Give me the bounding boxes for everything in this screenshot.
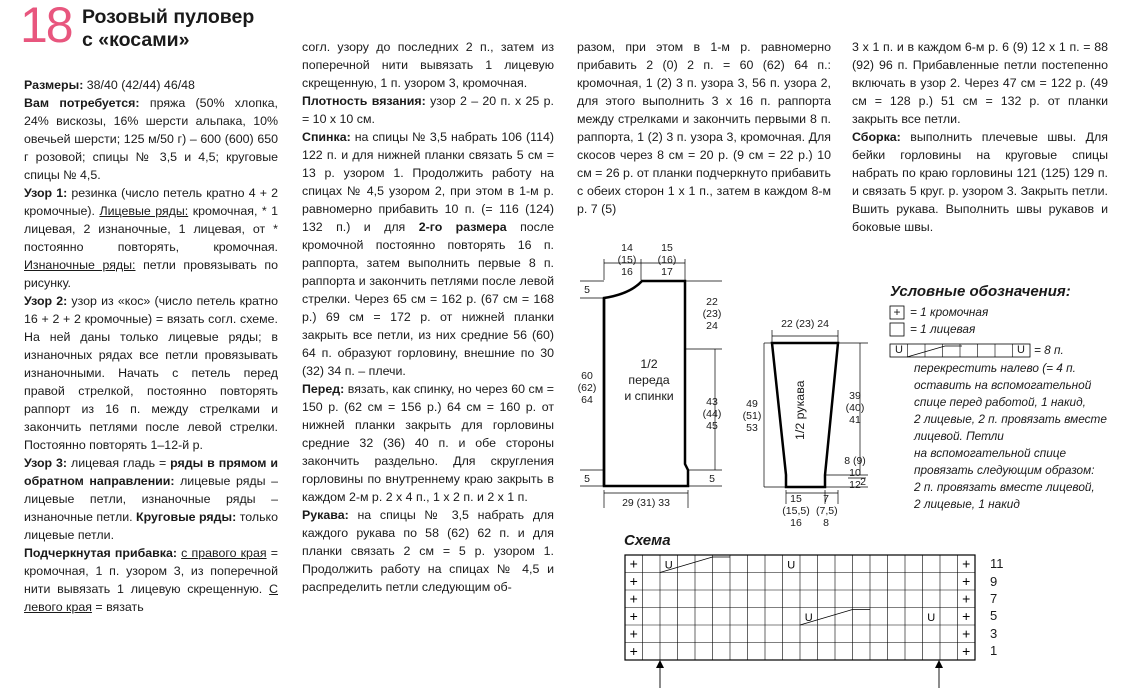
chart-edge-stitch: + (962, 643, 971, 659)
chart-edge-stitch: + (962, 625, 971, 642)
legend-cable-symbol (890, 344, 1030, 357)
paragraph-pattern3: Узор 3: лицевая гладь = ряды в прямом и обратном направлении: лицевые ряды – лицевые петли, изнаночные ряды – изнаночные петли. Круговые ряды: только лицевые петли. (24, 456, 278, 542)
chart-edge-stitch: + (962, 608, 971, 624)
chart-yarn-over: U (804, 612, 813, 624)
chart-edge-stitch: + (962, 590, 971, 607)
row-number: 3 (990, 626, 998, 641)
paragraph-increase: Подчеркнутая прибавка: с правого края = кромочная, 1 п. узором 3, из поперечной нити вывязать 1 лицевую скрещенную. С левого края = вязать (24, 546, 278, 614)
paragraph-sizes: Размеры: 38/40 (42/44) 46/48 (24, 78, 195, 92)
chart-title: Схема (624, 532, 671, 549)
chart-edge-stitch: + (629, 590, 638, 607)
paragraph-materials: Вам потребуется: пряжа (50% хлопка, 24% вискозы, 16% шерсти альпака, 10% овечьей шерсти; 125 м/50 г) – 600 (600) 650 г розовой; спицы № 3,5 и 4,5; круговые спицы № 4,5. (24, 96, 279, 182)
dim-neck-depth: 5 (584, 284, 590, 296)
paragraph-sleeves-end: 3 х 1 п. и в каждом 6-м р. 6 (9) 12 х 1 п. = 88 (92) 96 п. Прибавленные петли постепенно включать в узор 2. Через 47 см = 122 р. (49 см = 128 р.) 51 см = 132 р. от планки закрыть все петли. (852, 40, 1108, 126)
legend-title: Условные обозначения: (890, 283, 1071, 300)
paragraph-pattern2: Узор 2: узор из «кос» (число петель кратно 16 + 2 + 2 кромочные) = вязать согл. схеме. На ней даны только лицевые ряды; в изнаночных рядах все петли провязывать изнаночными. Начать с петель перед правой стрелкой, постоянно повторять раппорт из 16 п. между стрелками и закончить петлями после левой стрелки. Постоянно повторять 1–12-й р. (24, 294, 278, 452)
chart-edge-stitch: + (962, 573, 971, 589)
dim-armhole: 22 (23) 24 (702, 296, 722, 332)
dim-shoulder: 15 (16) 17 (657, 242, 677, 278)
title-line-2: с «косами» (82, 29, 190, 51)
dim-neck: 14 (15) 16 (617, 242, 637, 278)
pattern-number: 18 (20, 0, 72, 53)
chart-edge-stitch: + (962, 555, 971, 572)
sleeve-label: 1/2 рукава (793, 380, 807, 440)
row-number: 9 (990, 574, 998, 589)
legend-cable: = 8 п. (1034, 343, 1064, 357)
legend-box-knit (890, 323, 904, 336)
paragraph-back: Спинка: на спицы № 3,5 набрать 106 (114) 122 п. и для нижней планки связать 5 см = 13 р. узором 1. Продолжить работу на спицах № 4,5 узором 2, при этом в 1-м р. равномерно прибавить 10 п. (= 116 (124) 132 п.) и для 2-го размера после кромочной постоянно повторять 16 п. раппорта, затем выполнить первые 8 п. раппорта и закончить петлями после левой стрелки. Через 65 см = 162 р. (67 см = 168 р.) 69 см = 172 р. от нижней планки закрыть все петли, из них средние 56 (60) 64 п. образуют горловину, внешние по 30 (32) 34 п. – плечи. (302, 130, 554, 378)
row-number: 1 (990, 643, 998, 658)
chart-edge-stitch: + (629, 643, 638, 659)
paragraph-sleeves: Рукава: на спицы № 3,5 набрать для каждого рукава по 58 (62) 62 п. и для планки связать 2 см = 5 р. узором 1. Продолжить работу на спицах № 4,5 и распределить петли следующим об- (302, 508, 554, 594)
dim-total-length: 60 (62) 64 (577, 370, 597, 406)
paragraph-assembly: Сборка: выполнить плечевые швы. Для бейки горловины на круговые спицы набрать по краю горловины 121 (125) 129 п. и связать 5 круг. р. узором 3. Закрыть петли. Вшить рукава. Выполнить швы рукавов и боковые швы. (852, 130, 1108, 234)
paragraph-front: Перед: вязать, как спинку, но через 60 см = 150 р. (62 см = 156 р.) 64 см = 160 р. от нижней планки закрыть для горловины средние 32 (36) 40 п. и обе стороны закончить раздельно. Для скругления горловины по внутреннему краю закрыть в каждом 2-м р. 2 х 4 п., 1 х 2 п. и 2 х 1 п. (302, 382, 554, 504)
yarn-over-icon: U (1017, 344, 1025, 356)
dim-band-left: 5 (584, 473, 590, 485)
title-line-1: Розовый пуловер (82, 6, 255, 28)
legend-cable-description: перекрестить налево (= 4 п. оставить на вспомогательной спице перед работой, 1 накид, 2 лицевые, 2 п. провязать вместе лицевой. Петли на вспомогательной спице провязать следующим образом: 2 п. провязать вместе лицевой, 2 лицевые, 1 накид (914, 361, 1107, 511)
chart-yarn-over: U (787, 559, 796, 572)
paragraph-sleeves-cont: разом, при этом в 1-м р. равномерно прибавить 2 (0) 2 п. = 60 (62) 64 п.: кромочная, 1 (2) 3 п. узора 3, 56 п. узора 2, для этого выполнить 3 х 16 п. раппорта между стрелками и закончить первыми 8 п. раппорта, 1 (2) 3 п. узора 3, кромочная. Для скосов через 8 см = 20 р. (9 см = 22 р.) 10 см = 26 р. от планки подчеркнуто прибавить с обеих сторон 1 х 1 п., затем в каждом 8-м р. 7 (5) (577, 40, 832, 216)
dim-side-length: 43 (44) 45 (702, 396, 722, 432)
dim-band-right: 5 (709, 473, 715, 485)
chart-edge-stitch: + (629, 608, 638, 624)
plus-icon: + (893, 305, 901, 319)
row-number: 11 (990, 556, 1004, 571)
chart-edge-stitch: + (629, 555, 638, 572)
arrow-head (935, 660, 943, 668)
dim-sleeve-side: 39 (40) 41 (845, 390, 865, 426)
dim-sleeve-length: 49 (51) 53 (742, 398, 762, 434)
chart-edge-stitch: + (629, 573, 638, 589)
body-label: 1/2 переда и спинки (624, 357, 674, 403)
paragraph-gauge: Плотность вязания: узор 2 – 20 п. х 25 р. = 10 х 10 см. (302, 94, 554, 126)
chart-yarn-over: U (664, 559, 673, 572)
dim-sleeve-top: 22 (23) 24 (781, 318, 829, 330)
dim-sleeve-bottom: 15 (15,5) 16 (782, 493, 810, 529)
dim-cuff-height: 2 (860, 476, 866, 488)
legend-knit: = 1 лицевая (910, 322, 976, 336)
knitting-chart-grid (625, 555, 975, 660)
dim-width: 29 (31) 33 (622, 497, 670, 509)
row-number: 5 (990, 608, 998, 623)
legend-edge: = 1 кромочная (910, 305, 989, 319)
arrow-head (656, 660, 664, 668)
dim-cuff-width: 8 (9) 10 12 (844, 455, 866, 491)
row-number: 7 (990, 591, 998, 606)
chart-yarn-over: U (927, 612, 936, 624)
paragraph-pattern1: Узор 1: резинка (число петель кратно 4 + 2 кромочные). Лицевые ряды: кромочная, * 1 лицевая, 2 изнаночные, 1 лицевая, от * постоянно повторять, кромочная. Изнаночные ряды: петли провязывать по рисунку. (24, 186, 279, 290)
yarn-over-icon: U (895, 344, 903, 356)
paragraph-continuation: согл. узору до последних 2 п., затем из поперечной нити вывязать 1 лицевую скрещенную, 1 п. узором 3, кромочная. (302, 40, 554, 90)
chart-edge-stitch: + (629, 625, 638, 642)
dim-sleeve-cuff: 7 (7,5) 8 (816, 493, 838, 529)
